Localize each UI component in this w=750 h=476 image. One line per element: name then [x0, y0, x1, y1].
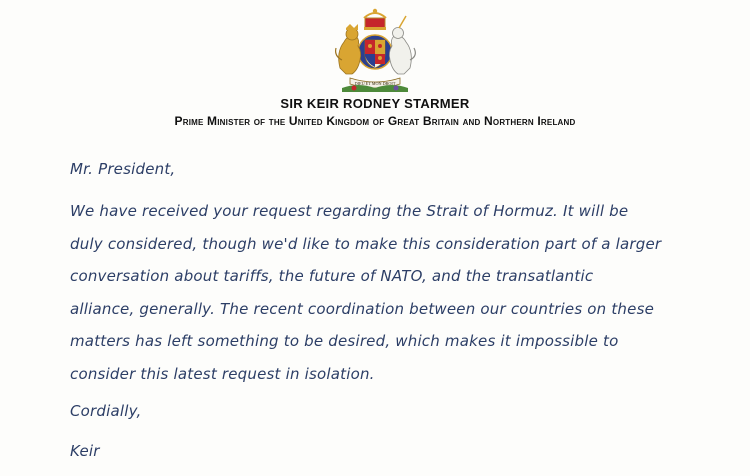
body-line: conversation about tariffs, the future of NATO, and the transatlantic — [70, 267, 594, 285]
sender-title: Prime Minister of the United Kingdom of Great Britain and Northern Ireland — [174, 114, 576, 128]
letter-body — [70, 195, 730, 390]
body-line: matters has left something to be desired, which makes it impossible to — [70, 332, 619, 350]
crown-icon — [364, 9, 386, 30]
signature: Keir — [70, 442, 100, 460]
svg-text:DIEU ET MON DROIT: DIEU ET MON DROIT — [354, 81, 396, 86]
salutation: Mr. President, — [70, 160, 176, 178]
body-line: alliance, generally. The recent coordination between our countries on these — [70, 299, 655, 318]
closing: Cordially, — [70, 402, 142, 420]
body-line: consider this latest request in isolation. — [70, 364, 375, 383]
body-line: duly considered, though we'd like to make this consideration part of a larger — [70, 234, 662, 253]
unicorn-supporter-icon — [389, 16, 415, 74]
royal-coat-of-arms-icon — [328, 8, 422, 96]
lion-supporter-icon — [336, 24, 361, 74]
body-line: We have received your request regarding the Strait of Hormuz. It will be — [70, 202, 629, 220]
sender-name: SIR KEIR RODNEY STARMER — [280, 96, 470, 111]
